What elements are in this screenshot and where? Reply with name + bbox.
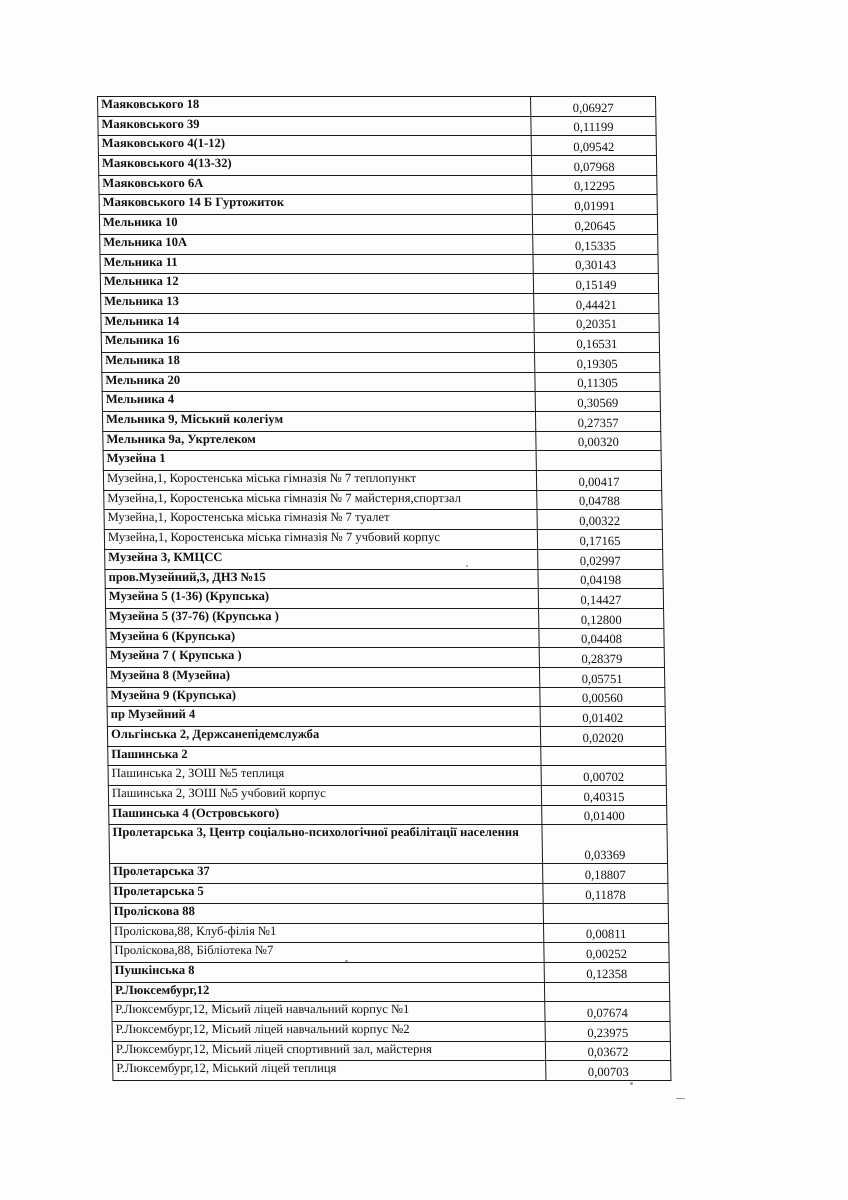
row-name-cell: Маяковського 14 Б Гуртожиток	[99, 195, 532, 215]
row-value-cell: 0,00252	[544, 943, 669, 963]
table-row	[105, 549, 663, 569]
table-row	[98, 156, 656, 176]
row-name-cell: Музейна 6 (Крупська)	[106, 628, 539, 648]
table-row	[108, 786, 666, 806]
row-value-cell: 0,20351	[534, 313, 659, 333]
table-row	[107, 727, 665, 747]
row-value-cell	[541, 746, 666, 766]
row-value-cell: 0,01991	[532, 195, 657, 215]
row-name-cell: Мельника 10	[99, 215, 532, 235]
row-value-cell: 0,00320	[536, 431, 661, 451]
row-name-cell: Пашинська 2, ЗОШ №5 учбовий корпус	[108, 786, 541, 806]
table-row	[100, 234, 658, 254]
row-value-cell: 0,11878	[543, 884, 668, 904]
row-value-cell: 0,17165	[537, 530, 662, 550]
row-name-cell: Мельника 9а, Укртелеком	[103, 431, 536, 451]
row-value-cell: 0,19305	[535, 352, 660, 372]
row-value-cell: 0,12800	[539, 608, 664, 628]
row-name-cell: Мельника 14	[101, 313, 534, 333]
row-value-cell: 0,07968	[531, 156, 656, 176]
row-name-cell: Маяковського 6А	[99, 175, 532, 195]
row-value-cell: 0,20645	[532, 215, 657, 235]
row-value-cell: 0,00322	[537, 510, 662, 530]
table-row	[101, 313, 659, 333]
table-row	[110, 923, 668, 943]
row-value-cell: 0,11305	[535, 372, 660, 392]
row-value-cell: 0,15149	[533, 274, 658, 294]
row-name-cell: пров.Музейний,3, ДНЗ №15	[105, 569, 538, 589]
row-name-cell: Р.Люксембург,12, Місьий ліцей навчальний корпус №2	[112, 1021, 545, 1041]
row-value-cell: 0,11199	[531, 116, 656, 136]
row-value-cell: 0,03672	[545, 1041, 670, 1061]
row-name-cell: Проліскова 88	[110, 903, 543, 923]
row-name-cell: Пашинська 2, ЗОШ №5 теплиця	[108, 766, 541, 786]
row-name-cell: Пашинська 2	[108, 746, 541, 766]
row-name-cell: Мельника 4	[102, 392, 535, 412]
table-row	[103, 451, 661, 471]
table-row	[103, 431, 661, 451]
row-name-cell: Музейна 7 ( Крупська )	[106, 648, 539, 668]
table-row	[106, 667, 664, 687]
row-name-cell: Пролетарська 5	[110, 884, 543, 904]
row-name-cell: Р.Люксембург,12, Міський ліцей теплиця	[113, 1061, 546, 1081]
table-row	[105, 589, 663, 609]
table-row	[103, 471, 661, 491]
row-name-cell: Маяковського 4(1-12)	[98, 136, 531, 156]
table-row	[102, 352, 660, 372]
row-value-cell: 0,04788	[537, 490, 662, 510]
consumption-table	[97, 96, 671, 1081]
row-name-cell: Маяковського 18	[98, 97, 531, 117]
row-value-cell: 0,00703	[546, 1061, 671, 1081]
row-value-cell: 0,00560	[540, 687, 665, 707]
row-value-cell	[544, 982, 669, 1002]
row-value-cell: 0,05751	[539, 667, 664, 687]
row-name-cell: Маяковського 39	[98, 116, 531, 136]
table-row	[110, 884, 668, 904]
table-row	[112, 1002, 670, 1022]
row-name-cell: Проліскова,88, Бібліотека №7	[111, 943, 544, 963]
row-name-cell: Маяковського 4(13-32)	[98, 156, 531, 176]
row-value-cell	[543, 903, 668, 923]
row-value-cell: 0,28379	[539, 648, 664, 668]
table-row	[101, 333, 659, 353]
row-value-cell: 0,16531	[534, 333, 659, 353]
row-name-cell: Музейна,1, Коростенська міська гімназія № 7 учбовий корпус	[104, 530, 537, 550]
row-value-cell: 0,14427	[538, 589, 663, 609]
table-row	[107, 707, 665, 727]
row-value-cell: 0,09542	[531, 136, 656, 156]
table-row	[102, 412, 660, 432]
row-name-cell: пр Музейний 4	[107, 707, 540, 727]
table-row	[112, 1021, 670, 1041]
table-row	[102, 372, 660, 392]
row-value-cell: 0,00811	[543, 923, 668, 943]
row-name-cell: Мельника 16	[101, 333, 534, 353]
row-name-cell: Музейна 5 (1-36) (Крупська)	[105, 589, 538, 609]
row-name-cell: Мельника 18	[102, 352, 535, 372]
table-row	[113, 1061, 671, 1081]
row-value-cell: 0,23975	[545, 1021, 670, 1041]
table-row	[111, 943, 669, 963]
table-row	[98, 116, 656, 136]
row-name-cell: Музейна 8 (Музейна)	[106, 667, 539, 687]
row-name-cell: Музейна,1, Коростенська міська гімназія № 7 теплопункт	[103, 471, 536, 491]
table-row	[106, 628, 664, 648]
scan-speck	[345, 960, 348, 962]
row-name-cell: Музейна 9 (Крупська)	[107, 687, 540, 707]
row-value-cell: 0,04198	[538, 569, 663, 589]
table-row	[100, 274, 658, 294]
table-row	[102, 392, 660, 412]
row-name-cell: Пролетарська 3, Центр соціально-психологічної реабілітації населення	[109, 825, 543, 864]
row-name-cell: Мельника 20	[102, 372, 535, 392]
row-value-cell: 0,12295	[532, 175, 657, 195]
table-row	[101, 293, 659, 313]
row-value-cell: 0,30143	[533, 254, 658, 274]
table-row	[109, 805, 667, 825]
row-value-cell: 0,07674	[545, 1002, 670, 1022]
row-value-cell	[536, 451, 661, 471]
scan-speck	[466, 565, 468, 567]
row-name-cell: Проліскова,88, Клуб-філія №1	[110, 923, 543, 943]
table-row	[98, 97, 656, 117]
row-name-cell: Мельника 11	[100, 254, 533, 274]
row-name-cell: Мельника 9, Міський колегіум	[102, 412, 535, 432]
table-row	[111, 962, 669, 982]
table-row	[108, 766, 666, 786]
row-value-cell: 0,06927	[531, 97, 656, 117]
row-value-cell: 0,30569	[535, 392, 660, 412]
row-value-cell: 0,04408	[539, 628, 664, 648]
table-row	[99, 195, 657, 215]
row-value-cell: 0,44421	[534, 293, 659, 313]
table-row	[104, 490, 662, 510]
scan-speck	[630, 1082, 633, 1085]
row-value-cell: 0,02020	[540, 727, 665, 747]
table-row	[110, 903, 668, 923]
row-name-cell: Пашинська 4 (Островського)	[109, 805, 542, 825]
row-name-cell: Мельника 13	[101, 293, 534, 313]
row-name-cell: Мельника 12	[100, 274, 533, 294]
row-name-cell: Музейна 5 (37-76) (Крупська )	[106, 608, 539, 628]
row-value-cell: 0,27357	[535, 412, 660, 432]
table-body	[98, 97, 671, 1081]
table-row	[100, 254, 658, 274]
row-name-cell: Пролетарська 37	[110, 864, 543, 884]
row-value-cell: 0,12358	[544, 962, 669, 982]
row-name-cell: Музейна 1	[103, 451, 536, 471]
table-row	[106, 608, 664, 628]
table-row	[112, 1041, 670, 1061]
table-row	[107, 687, 665, 707]
row-value-cell: 0,40315	[541, 786, 666, 806]
row-value-cell: 0,01400	[542, 805, 667, 825]
row-value-cell: 0,00417	[536, 471, 661, 491]
row-name-cell: Мельника 10А	[100, 234, 533, 254]
row-name-cell: Р.Люксембург,12	[111, 982, 544, 1002]
row-name-cell: Музейна 3, КМЦСС	[105, 549, 538, 569]
row-value-cell: 0,03369	[542, 825, 668, 864]
table-row	[108, 746, 666, 766]
table-row	[111, 982, 669, 1002]
table-row	[98, 136, 656, 156]
row-name-cell: Пушкінська 8	[111, 962, 544, 982]
row-value-cell: 0,15335	[533, 234, 658, 254]
row-value-cell: 0,01402	[540, 707, 665, 727]
row-name-cell: Р.Люксембург,12, Місьий ліцей навчальний корпус №1	[112, 1002, 545, 1022]
table-row	[109, 825, 668, 864]
table-row	[104, 530, 662, 550]
row-name-cell: Ольгінська 2, Держсанепідемслужба	[107, 727, 540, 747]
row-value-cell: 0,18807	[543, 864, 668, 884]
row-name-cell: Музейна,1, Коростенська міська гімназія № 7 туалет	[104, 510, 537, 530]
row-value-cell: 0,00702	[541, 766, 666, 786]
table-row	[99, 175, 657, 195]
table-row	[99, 215, 657, 235]
row-name-cell: Музейна,1, Коростенська міська гімназія № 7 майстерня,спортзал	[104, 490, 537, 510]
table-row	[106, 648, 664, 668]
row-value-cell: 0,02997	[538, 549, 663, 569]
row-name-cell: Р.Люксембург,12, Місьий ліцей спортивний зал, майстерня	[112, 1041, 545, 1061]
table-row	[104, 510, 662, 530]
table-row	[105, 569, 663, 589]
table-row	[110, 864, 668, 884]
scan-speck	[676, 1098, 685, 1099]
